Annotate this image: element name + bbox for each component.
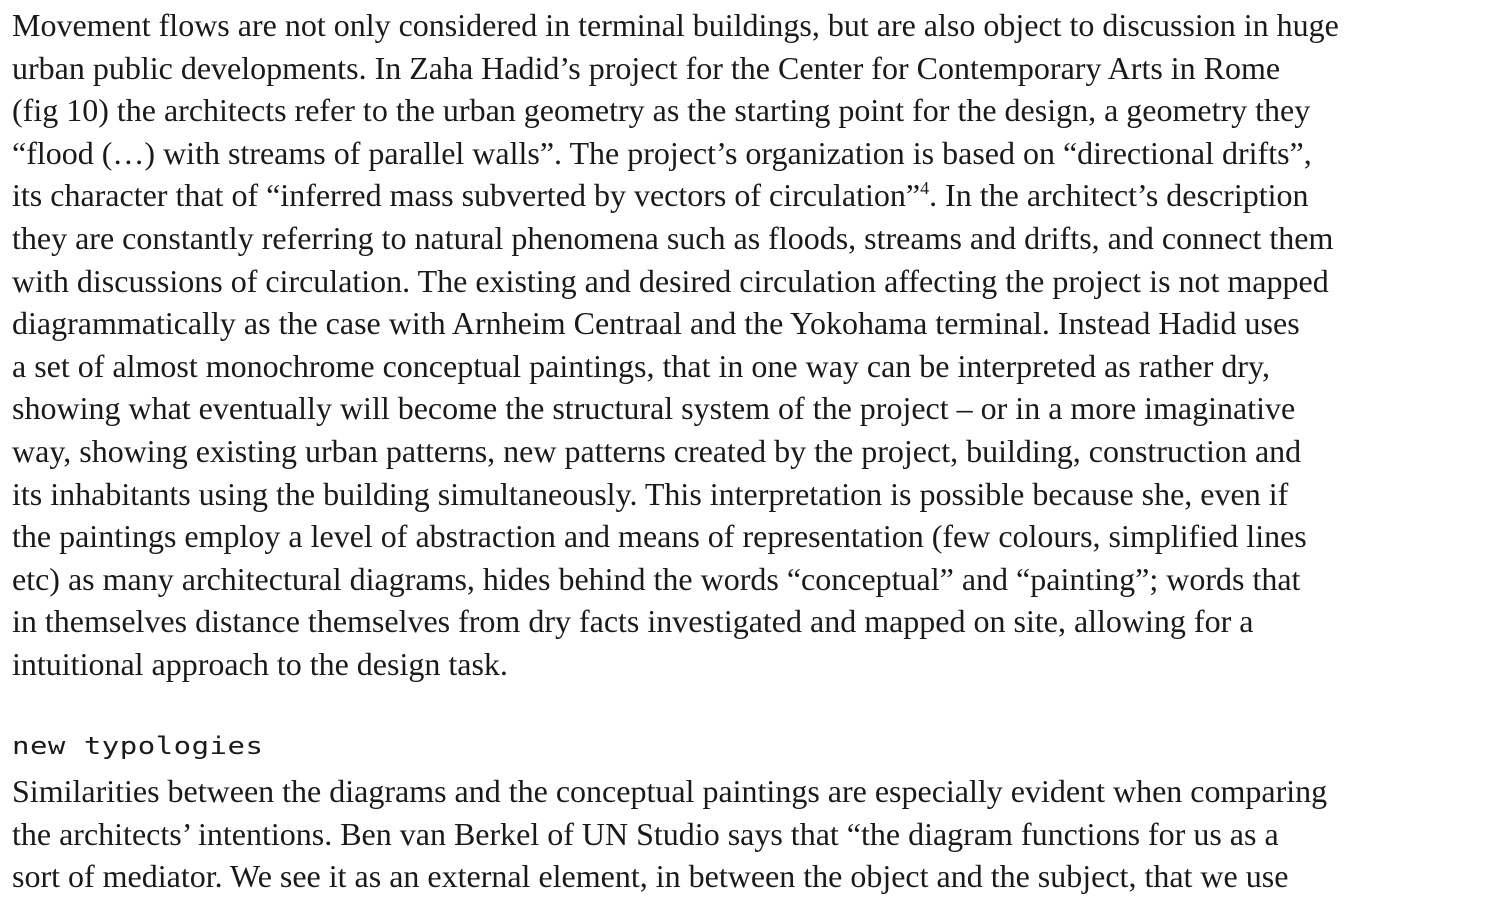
text-line-with-footnote (12, 174, 1339, 217)
text-line: they are constantly referring to natural phenomena such as floods, streams and drifts, and connect them (12, 219, 1334, 256)
text-line: in themselves distance themselves from dry facts investigated and mapped on site, allowing for a (12, 603, 1254, 640)
text-line: (fig 10) the architects refer to the urban geometry as the starting point for the design, a geometry they (12, 92, 1311, 129)
text-line: sort of mediator. We see it as an external element, in between the object and the subject, that we use (12, 858, 1289, 895)
text-line: Movement flows are not only considered in terminal buildings, but are also object to discussion in huge (12, 7, 1339, 43)
body-paragraph (12, 770, 1327, 898)
text-line: showing what eventually will become the structural system of the project – or in a more imaginative (12, 390, 1296, 427)
footnote-reference: 4 (920, 178, 930, 199)
text-line: with discussions of circulation. The existing and desired circulation affecting the project is not mapped (12, 262, 1329, 299)
text-line: urban public developments. In Zaha Hadid’s project for the Center for Contemporary Arts in Rome (12, 49, 1281, 86)
section-heading: new typologies (12, 732, 264, 760)
text-line: etc) as many architectural diagrams, hides behind the words “conceptual” and “painting”; words that (12, 560, 1301, 597)
text-line: the paintings employ a level of abstraction and means of representation (few colours, simplified lines (12, 518, 1307, 555)
text-line: diagrammatically as the case with Arnheim Centraal and the Yokohama terminal. Instead Hadid uses (12, 305, 1300, 342)
text-line: “flood (…) with streams of parallel walls”. The project’s organization is based on “directional drifts”, (12, 134, 1312, 171)
text-line-end: . In the architect’s description (929, 177, 1309, 214)
body-paragraph (12, 4, 1339, 686)
text-line: intuitional approach to the design task. (12, 645, 508, 682)
text-line: way, showing existing urban patterns, new patterns created by the project, building, construction and (12, 432, 1302, 469)
text-line: its inhabitants using the building simultaneously. This interpretation is possible because she, even if (12, 475, 1289, 512)
text-line: a set of almost monochrome conceptual paintings, that in one way can be interpreted as rather dry, (12, 347, 1270, 384)
text-line: the architects’ intentions. Ben van Berkel of UN Studio says that “the diagram functions for us as a (12, 815, 1279, 852)
text-line: Similarities between the diagrams and the conceptual paintings are especially evident when comparing (12, 773, 1328, 809)
text-line-start: its character that of “inferred mass subverted by vectors of circulation” (12, 177, 921, 214)
